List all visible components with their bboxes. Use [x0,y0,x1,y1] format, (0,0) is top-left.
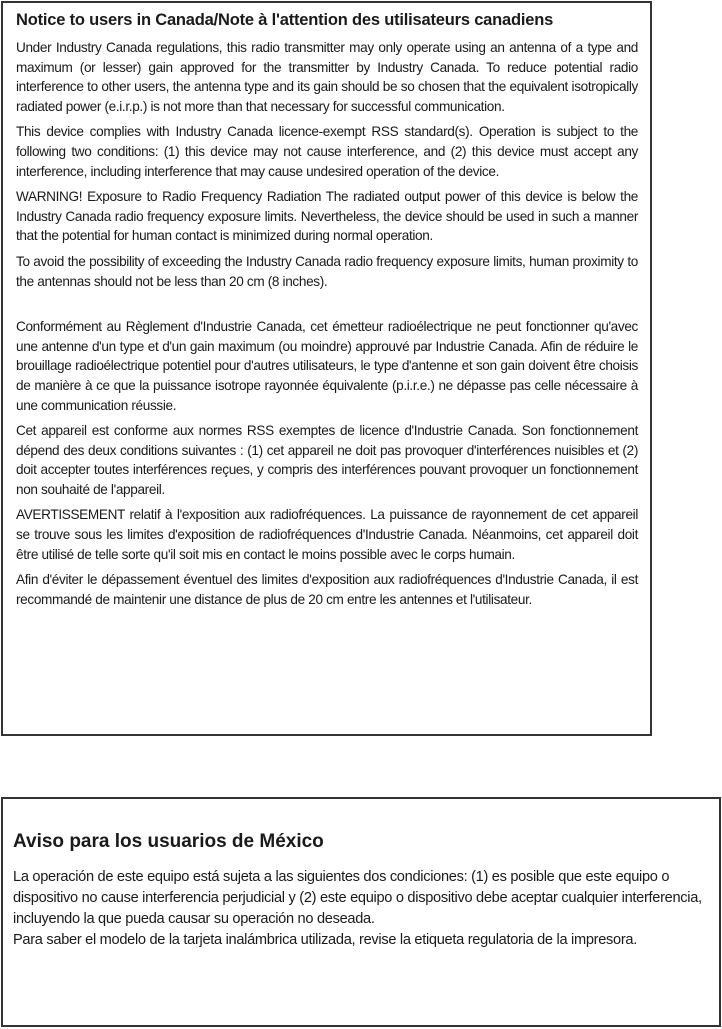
canada-en-paragraph: To avoid the possibility of exceeding the Industry Canada radio frequency exposure limits, human proximity to the antennas should not be less than 20 cm (8 inches). [16,253,638,289]
canada-fr-paragraph: Cet appareil est conforme aux normes RSS exemptes de licence d'Industrie Canada. Son fonctionnement dépend des deux conditions suivantes : (1) cet appareil ne doit pas provoquer d'interférences nuisibles et (2) doit accepter toutes interférences reçues, y compris des interférences pouvant provoquer un fonctionnement non souhaité de l'appareil. [16,423,638,497]
canada-fr-paragraph: AVERTISSEMENT relatif à l'exposition aux radiofréquences. La puissance de rayonnement de cet appareil se trouve sous les limites d'exposition de radiofréquences d'Industrie Canada. Néanmoins, cet appareil doit être utilisé de telle sorte qu'il soit mis en contact le moins possible avec le corps humain. [16,507,638,562]
canada-notice-title: Notice to users in Canada/Note à l'attention des utilisateurs canadiens [16,11,554,29]
canada-fr-paragraph: Conformément au Règlement d'Industrie Canada, cet émetteur radioélectrique ne peut fonctionner qu'avec une antenne d'un type et d'un gain maximum (ou moindre) approuvé par Industrie Canada. Afin de réduire le brouillage radioélectrique potentiel pour d'autres utilisateurs, le type d'antenne et son gain doivent être choisis de manière à ce que la puissance isotrope rayonnée équivalente (p.i.r.e.) ne dépasse pas celle nécessaire à une communication réussie. [16,319,638,413]
canada-en-paragraph: WARNING! Exposure to Radio Frequency Radiation The radiated output power of this device is below the Industry Canada radio frequency exposure limits. Nevertheless, the device should be used in such a manner that the potential for human contact is minimized during normal operation. [16,189,638,244]
mexico-notice-title: Aviso para los usuarios de México [13,831,324,852]
mexico-paragraph: Para saber el modelo de la tarjeta inalámbrica utilizada, revise la etiqueta regulatoria de la impresora. [13,932,637,948]
mexico-paragraph: La operación de este equipo está sujeta a las siguientes dos condiciones: (1) es posible que este equipo o dispositivo no cause interferencia perjudicial y (2) este equipo o dispositivo debe aceptar cualquier interferencia, incluyendo la que pueda causar su operación no deseada. [13,869,702,927]
canada-fr-paragraph: Afin d'éviter le dépassement éventuel des limites d'exposition aux radiofréquences d'Industrie Canada, il est recommandé de maintenir une distance de plus de 20 cm entre les antennes et l'utilisateur. [16,572,638,607]
mexico-notice-box [1,797,721,1027]
section-spacer [16,297,638,317]
canada-en-paragraph: Under Industry Canada regulations, this radio transmitter may only operate using an antenna of a type and maximum (or lesser) gain approved for the transmitter by Industry Canada. To reduce potential radio interference to other users, the antenna type and its gain should be so chosen that the equivalent isotropically radiated power (e.i.r.p.) is not more than that necessary for successful communication. [16,40,638,114]
canada-en-paragraph: This device complies with Industry Canada licence-exempt RSS standard(s). Operation is subject to the following two conditions: (1) this device may not cause interference, and (2) this device must accept any interference, including interference that may cause undesired operation of the device. [16,124,638,179]
canada-notice-box [1,1,652,736]
